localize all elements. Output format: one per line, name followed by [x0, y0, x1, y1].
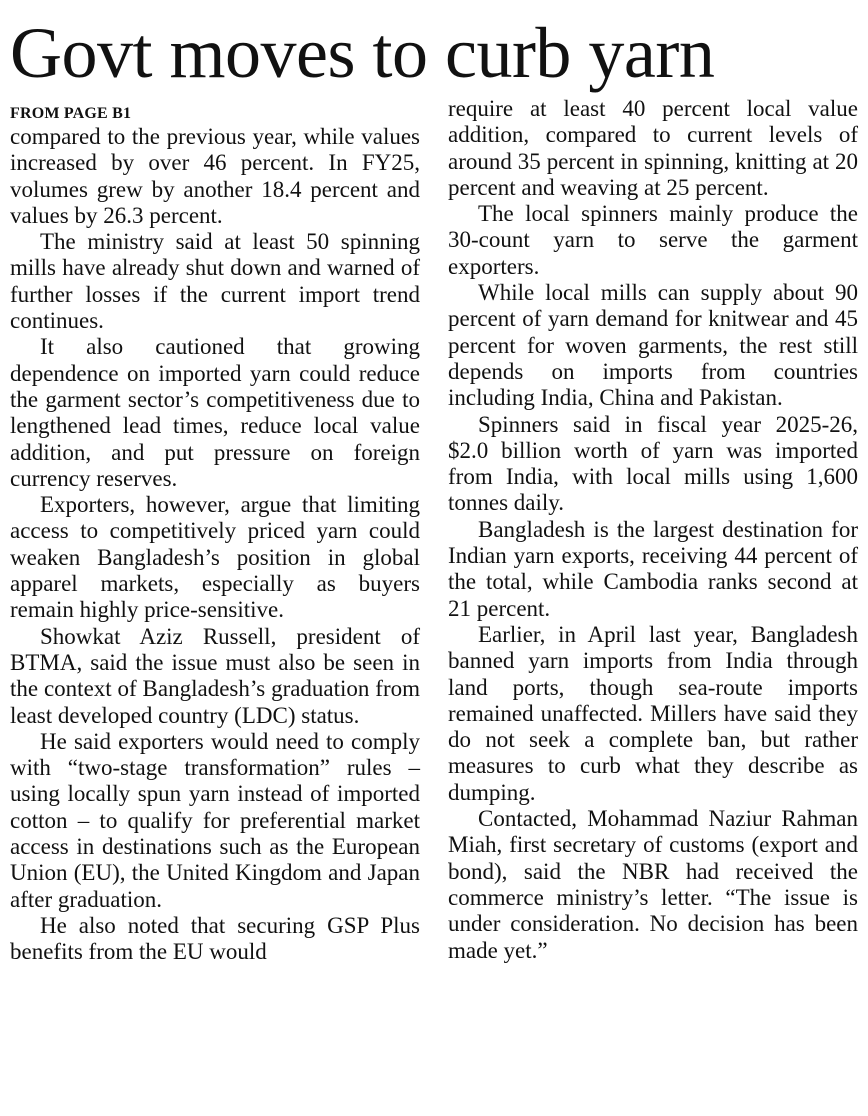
article-column-left: [10, 104, 420, 966]
jump-label: FROM PAGE B1: [10, 105, 132, 122]
article-paragraph: It also cautioned that growing dependence on imported yarn could reduce the garment sector’s competitiveness due to lengthened lead times, reduce local value addition, and put pressure on foreign currency reserves.: [10, 334, 420, 491]
article-paragraph: Exporters, however, argue that limiting access to competitively priced yarn could weaken Bangladesh’s position in global apparel markets, especially as buyers remain highly price-sensitive.: [10, 492, 420, 623]
article-column-right: [448, 96, 858, 964]
article-paragraph: compared to the previous year, while values increased by over 46 percent. In FY25, volumes grew by another 18.4 percent and values by 26.3 percent.: [10, 124, 420, 228]
article-paragraph: Showkat Aziz Russell, president of BTMA, said the issue must also be seen in the context of Bangladesh’s graduation from least developed country (LDC) status.: [10, 623, 420, 728]
article-paragraph: He said exporters would need to comply with “two-stage transformation” rules – using locally spun yarn instead of imported cotton – to qualify for preferential market access in destinations such as the European Union (EU), the United Kingdom and Japan after graduation.: [10, 728, 420, 912]
article-paragraph: He also noted that securing GSP Plus benefits from the EU would: [10, 912, 420, 965]
article-paragraph: Bangladesh is the largest destination for Indian yarn exports, receiving 44 percent of the total, while Cambodia ranks second at 21 percent.: [448, 516, 858, 621]
headline: Govt moves to curb yarn: [10, 13, 715, 93]
article-paragraph: Contacted, Mohammad Naziur Rahman Miah, first secretary of customs (export and bond), said the NBR had received the commerce ministry’s letter. “The issue is under consideration. No decision has been made yet.”: [448, 806, 858, 963]
article-paragraph: The local spinners mainly produce the 30-count yarn to serve the garment exporters.: [448, 201, 858, 279]
article-paragraph: Earlier, in April last year, Bangladesh banned yarn imports from India through land ports, though sea-route imports remained unaffected. Millers have said they do not seek a complete ban, but rather measures to curb what they describe as dumping.: [448, 621, 858, 805]
article-paragraph: While local mills can supply about 90 percent of yarn demand for knitwear and 45 percent for woven garments, the rest still depends on imports from countries including India, China and Pakistan.: [448, 280, 858, 411]
article-paragraph: The ministry said at least 50 spinning mills have already shut down and warned of further losses if the current import trend continues.: [10, 229, 420, 334]
article-paragraph: Spinners said in fiscal year 2025-26, $2.0 billion worth of yarn was imported from India, with local mills using 1,600 tonnes daily.: [448, 411, 858, 516]
article-paragraph: require at least 40 percent local value addition, compared to current levels of around 35 percent in spinning, knitting at 20 percent and weaving at 25 percent.: [448, 96, 858, 200]
